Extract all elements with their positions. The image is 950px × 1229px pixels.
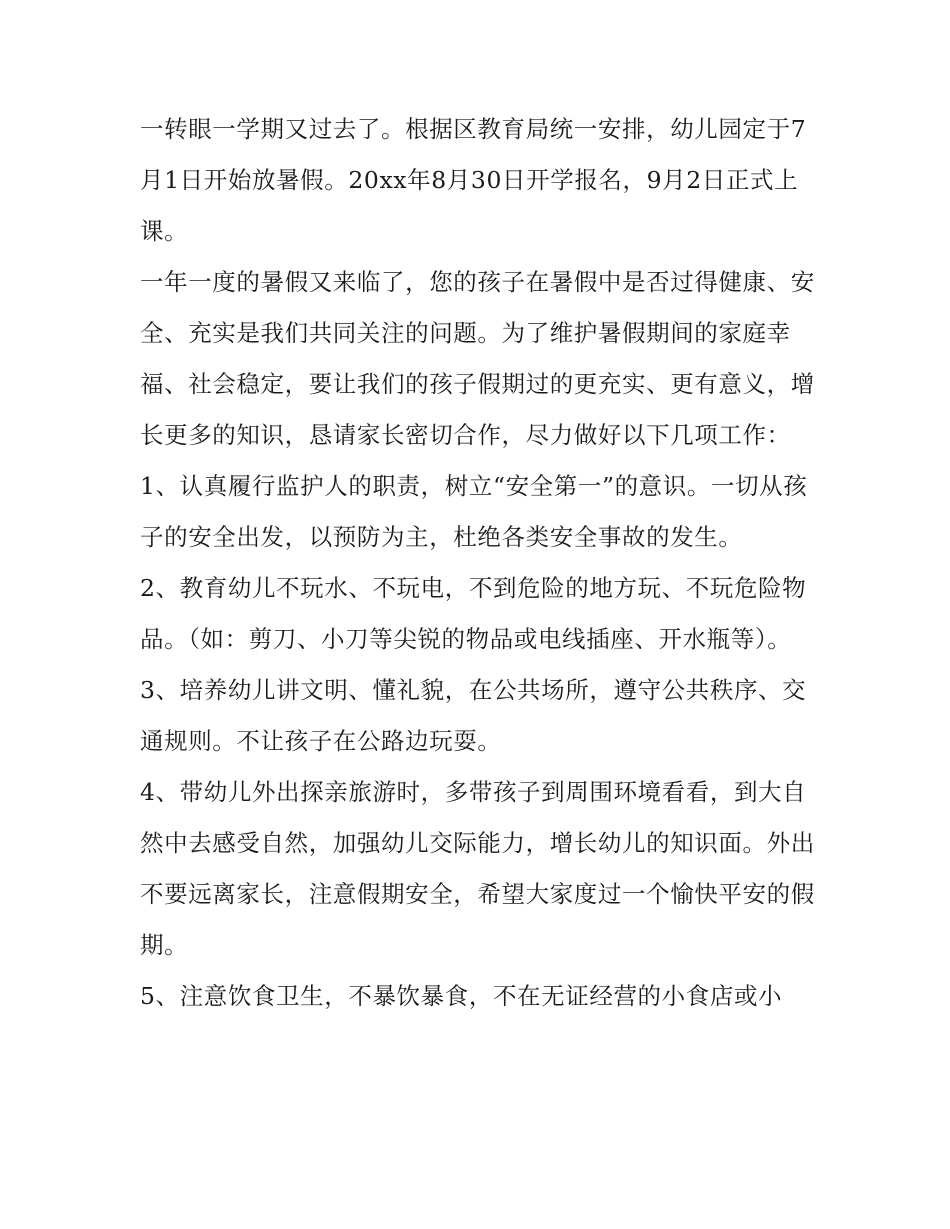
document-body [140,104,820,1022]
list-item-5: 5、注意饮食卫生，不暴饮暴食，不在无证经营的小食店或小 [140,982,783,1010]
list-item-1: 1、认真履行监护人的职责，树立“安全第一”的意识。一切从孩子的安全出发，以预防为主，杜绝各类安全事故的发生。 [140,472,808,551]
paragraph-summer-notice: 一年一度的暑假又来临了，您的孩子在暑假中是否过得健康、安全、充实是我们共同关注的问题。为了维护暑假期间的家庭幸福、社会稳定，要让我们的孩子假期过的更充实、更有意义，增长更多的知识，恳请家长密切合作，尽力做好以下几项工作： [140,268,815,449]
list-item-3: 3、培养幼儿讲文明、懂礼貌，在公共场所，遵守公共秩序、交通规则。不让孩子在公路边玩耍。 [140,676,807,755]
list-item-4: 4、带幼儿外出探亲旅游时，多带孩子到周围环境看看，到大自然中去感受自然，加强幼儿交际能力，增长幼儿的知识面。外出不要远离家长，注意假期安全，希望大家度过一个愉快平安的假期。 [140,778,815,959]
paragraph-intro: 一转眼一学期又过去了。根据区教育局统一安排，幼儿园定于7月1日开始放暑假。20xx年8月30日开学报名，9月2日正式上课。 [140,115,807,245]
list-item-2: 2、教育幼儿不玩水、不玩电，不到危险的地方玩、不玩危险物品。（如：剪刀、小刀等尖锐的物品或电线插座、开水瓶等）。 [140,574,807,653]
